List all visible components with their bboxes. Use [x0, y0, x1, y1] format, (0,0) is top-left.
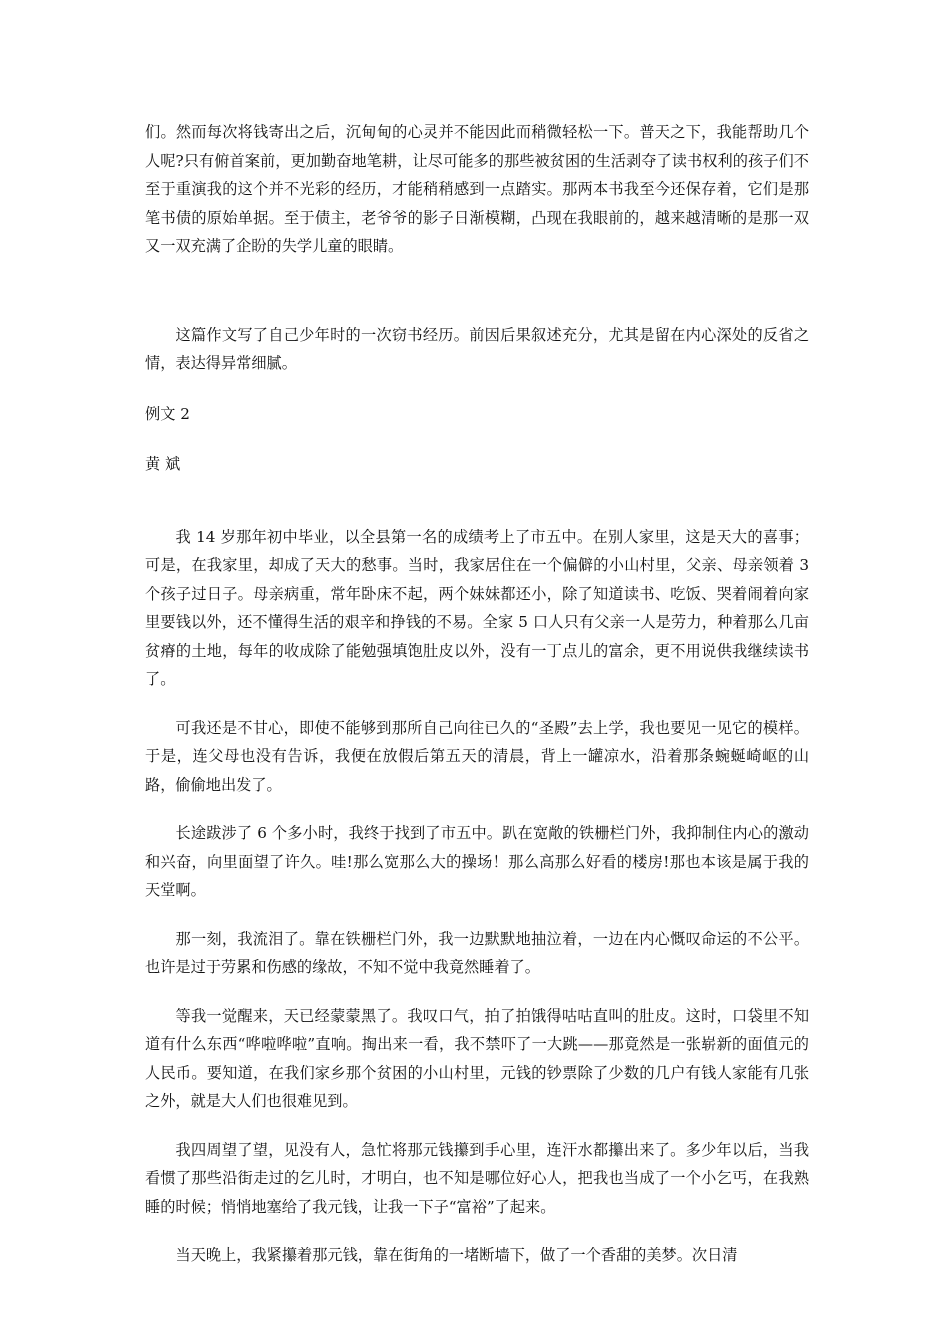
spacer [145, 1221, 809, 1241]
document-page [145, 118, 809, 1270]
paragraph-continued: 们。然而每次将钱寄出之后，沉甸甸的心灵并不能因此而稍微轻松一下。普天之下，我能帮助几个人呢?只有俯首案前，更加勤奋地笔耕，让尽可能多的那些被贫困的生活剥夺了读书权利的孩子们不至于重演我的这个并不光彩的经历，才能稍稍感到一点踏实。那两本书我至今还保存着，它们是那笔书债的原始单据。至于债主，老爷爷的影子日渐模糊，凸现在我眼前的，越来越清晰的是那一双又一双充满了企盼的失学儿童的眼睛。 [145, 123, 809, 255]
spacer [145, 905, 809, 925]
spacer [145, 694, 809, 714]
example-label: 例文 2 [145, 404, 190, 423]
story-paragraph-4: 那一刻，我流泪了。靠在铁栅栏门外，我一边默默地抽泣着，一边在内心慨叹命运的不公平。也许是过于劳累和伤感的缘故，不知不觉中我竟然睡着了。 [145, 929, 809, 976]
story-paragraph-7: 当天晚上，我紧攥着那元钱，靠在街角的一堵断墙下，做了一个香甜的美梦。次日清 [175, 1246, 738, 1264]
spacer [145, 261, 809, 321]
spacer [145, 982, 809, 1002]
spacer [145, 799, 809, 819]
author-name: 黄 斌 [145, 455, 181, 473]
story-paragraph-3: 长途跋涉了 6 个多小时，我终于找到了市五中。趴在宽敞的铁栅栏门外，我抑制住内心的激动和兴奋，向里面望了许久。哇!那么宽那么大的操场！那么高那么好看的楼房!那也本该是属于我的天堂啊。 [145, 824, 809, 899]
story-paragraph-6: 我四周望了望，见没有人，急忙将那元钱攥到手心里，连汗水都攥出来了。多少年以后，当我看惯了那些沿街走过的乞儿时，才明白，也不知是哪位好心人，把我也当成了一个小乞丐，在我熟睡的时候；悄悄地塞给了我元钱，让我一下子“富裕”了起来。 [145, 1140, 809, 1216]
spacer [145, 1116, 809, 1136]
story-paragraph-5: 等我一觉醒来，天已经蒙蒙黑了。我叹口气，拍了拍饿得咕咕直叫的肚皮。这时，口袋里不知道有什么东西“哗啦哗啦”直响。掏出来一看，我不禁吓了一大跳——那竟然是一张崭新的面值元的人民币。要知道，在我们家乡那个贫困的小山村里，元钱的钞票除了少数的几户有钱人家能有几张之外，就是大人们也很难见到。 [145, 1006, 809, 1110]
story-paragraph-2: 可我还是不甘心，即使不能够到那所自己向往已久的“圣殿”去上学，我也要见一见它的模样。于是，连父母也没有告诉，我便在放假后第五天的清晨，背上一罐凉水，沿着那条蜿蜒崎岖的山路，偷偷地出发了。 [145, 718, 809, 794]
story-paragraph-1: 我 14 岁那年初中毕业，以全县第一名的成绩考上了市五中。在别人家里，这是天大的喜事；可是，在我家里，却成了天大的愁事。当时，我家居住在一个偏僻的小山村里，父亲、母亲领着 3 个孩子过日子。母亲病重，常年卧床不起，两个妹妹都还小，除了知道读书、吃饭、哭着闹着向家里要钱以外，还不懂得生活的艰辛和挣钱的不易。全家 5 口人只有父亲一人是劳力，种着那么几亩贫瘠的土地，每年的收成除了能勉强填饱肚皮以外，没有一丁点儿的富余，更不用说供我继续读书了。 [145, 527, 809, 688]
spacer [145, 479, 809, 523]
spacer [145, 378, 809, 400]
commentary-paragraph: 这篇作文写了自己少年时的一次窃书经历。前因后果叙述充分，尤其是留在内心深处的反省之情，表达得异常细腻。 [145, 325, 809, 372]
spacer [145, 428, 809, 450]
